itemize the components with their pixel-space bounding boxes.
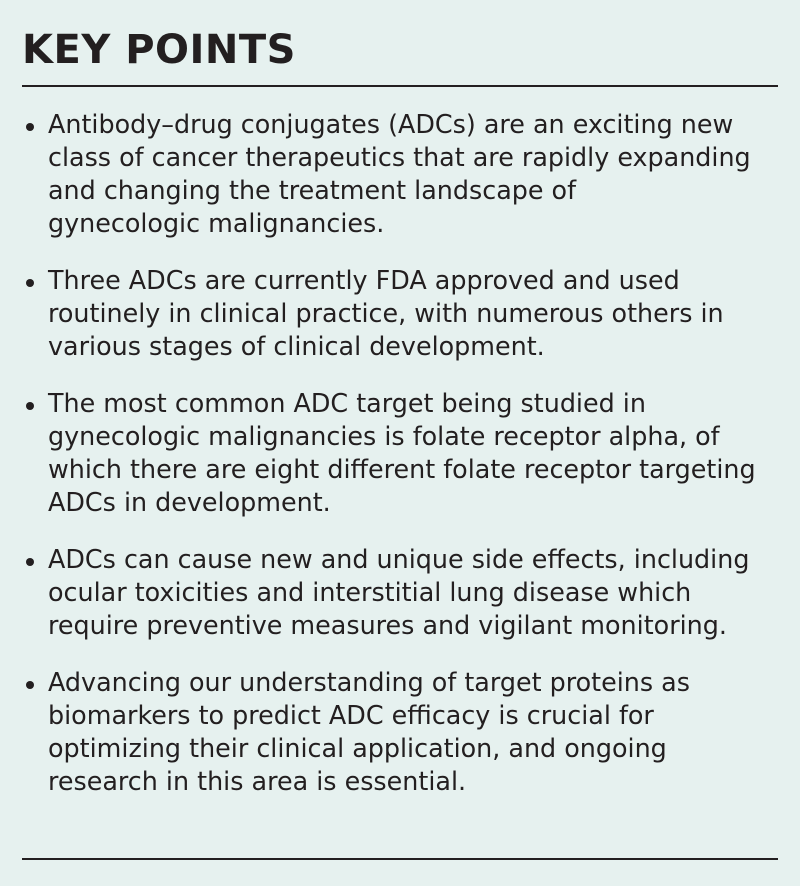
bullet-icon bbox=[26, 402, 34, 410]
key-point-line: and changing the treatment landscape of bbox=[48, 175, 577, 205]
key-point-line: Advancing our understanding of target proteins as bbox=[48, 667, 690, 697]
key-point-line: ADCs in development. bbox=[48, 487, 331, 517]
key-point-item bbox=[22, 264, 782, 363]
key-point-item bbox=[22, 387, 782, 519]
key-point-line: require preventive measures and vigilant monitoring. bbox=[48, 610, 727, 640]
bullet-icon bbox=[26, 558, 34, 566]
key-point-line: research in this area is essential. bbox=[48, 766, 467, 796]
bullet-icon bbox=[26, 279, 34, 287]
key-point-line: class of cancer therapeutics that are rapidly expanding bbox=[48, 142, 751, 172]
bullet-icon bbox=[26, 123, 34, 131]
key-point-line: gynecologic malignancies is folate receptor alpha, of bbox=[48, 421, 720, 451]
bullet-icon bbox=[26, 681, 34, 689]
key-point-line: ocular toxicities and interstitial lung disease which bbox=[48, 577, 692, 607]
key-point-line: which there are eight different folate receptor targeting bbox=[48, 454, 756, 484]
key-point-line: optimizing their clinical application, and ongoing bbox=[48, 733, 667, 763]
key-point-line: gynecologic malignancies. bbox=[48, 208, 385, 238]
key-point-line: The most common ADC target being studied in bbox=[48, 388, 646, 418]
key-point-line: biomarkers to predict ADC efficacy is crucial for bbox=[48, 700, 654, 730]
key-point-item bbox=[22, 108, 782, 240]
bottom-divider bbox=[22, 858, 778, 860]
key-points-heading: KEY POINTS bbox=[22, 27, 296, 73]
top-divider bbox=[22, 85, 778, 87]
key-point-item bbox=[22, 666, 782, 798]
key-points-list bbox=[22, 108, 782, 822]
key-point-line: routinely in clinical practice, with numerous others in bbox=[48, 298, 724, 328]
key-point-line: Three ADCs are currently FDA approved and used bbox=[48, 265, 680, 295]
key-point-line: ADCs can cause new and unique side effects, including bbox=[48, 544, 750, 574]
key-point-line: Antibody–drug conjugates (ADCs) are an exciting new bbox=[48, 109, 734, 139]
key-point-line: various stages of clinical development. bbox=[48, 331, 545, 361]
key-point-item bbox=[22, 543, 782, 642]
